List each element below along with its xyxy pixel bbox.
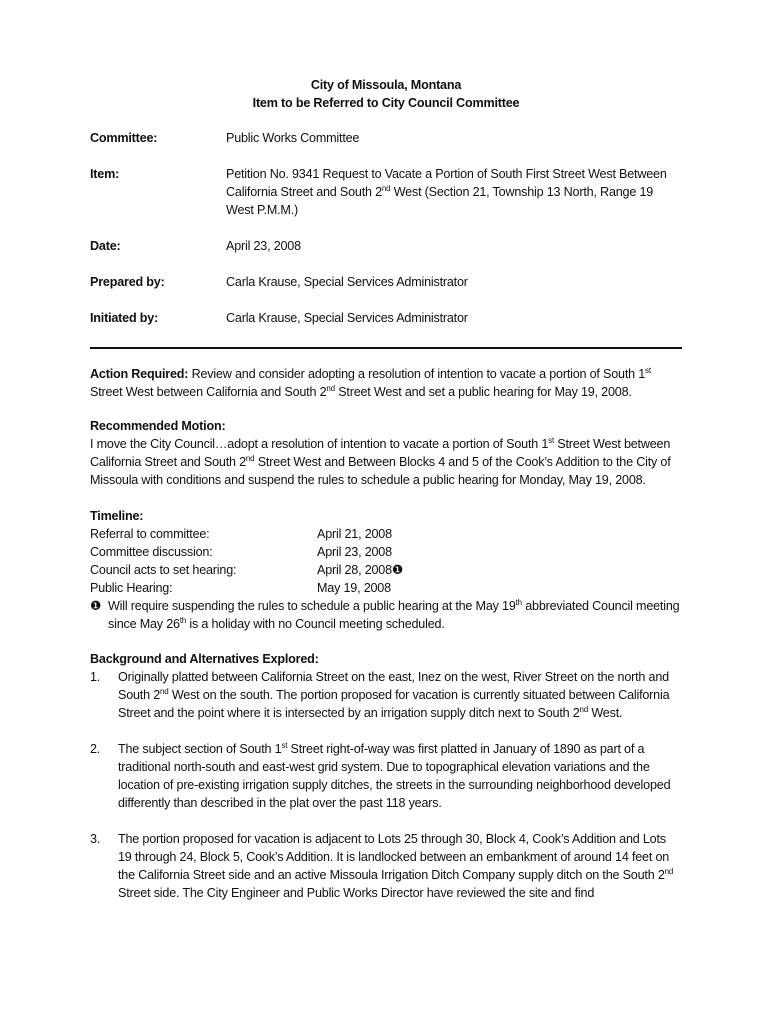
timeline-row: Council acts to set hearing: April 28, 2008❶ (90, 563, 404, 577)
note-marker-icon: ❶ (90, 599, 102, 613)
prepared-label: Prepared by: (90, 275, 165, 289)
background-label: Background and Alternatives Explored: (90, 652, 319, 666)
action-required: Action Required: Review and consider adopting a resolution of intention to vacate a portion of South 1st Street West between California and South 2nd Street West and set a public hearing for May 19, 2008. (90, 366, 651, 399)
committee-value: Public Works Committee (226, 131, 360, 145)
initiated-row (90, 309, 682, 327)
timeline-label: Timeline: (90, 509, 144, 523)
motion-label: Recommended Motion: (90, 419, 226, 433)
timeline-row: Public Hearing: May 19, 2008 (90, 581, 391, 595)
initiated-label: Initiated by: (90, 311, 159, 325)
prepared-value: Carla Krause, Special Services Administrator (226, 275, 468, 289)
date-label: Date: (90, 239, 121, 253)
prepared-row (90, 273, 682, 291)
list-item: 2. The subject section of South 1st Street right-of-way was first platted in January of 1890 as part of a traditional north-south and east-west grid system. Due to topographical elevation variations and the location of pre-existing irrigation supply ditches, the streets in the surrounding neighborhood developed differently than described in the plat over the past 118 years. (90, 741, 671, 810)
list-item: 1. Originally platted between California Street on the east, Inez on the west, River Street on the north and South 2nd West on the south. The portion proposed for vacation is currently situated between California Street and the point where it is intersected by an irrigation supply ditch next to South 2nd West. (90, 670, 670, 720)
document-page (90, 76, 682, 902)
document-heading (90, 76, 682, 112)
note-marker-icon: ❶ (391, 563, 404, 577)
heading-title: Item to be Referred to City Council Committee (252, 96, 520, 110)
heading-city: City of Missoula, Montana (310, 78, 462, 92)
date-value: April 23, 2008 (226, 239, 301, 253)
item-value: Petition No. 9341 Request to Vacate a Portion of South First Street West Between California Street and South 2nd West (Section 21, Township 13 North, Range 19 West P.M.M.) (226, 167, 667, 217)
action-label: Action Required: (90, 367, 189, 381)
committee-label: Committee: (90, 131, 158, 145)
date-row (90, 237, 682, 255)
timeline-note: ❶ Will require suspending the rules to schedule a public hearing at the May 19th abbreviated Council meeting since May 26th is a holiday with no Council meeting scheduled. (90, 598, 680, 631)
motion-text: I move the City Council…adopt a resolution of intention to vacate a portion of South 1st Street West between California Street and South 2nd Street West and Between Blocks 4 and 5 of the Cook’s Addition to the City of Missoula with conditions and suspend the rules to schedule a public hearing for Monday, May 19, 2008. (90, 436, 671, 487)
timeline-row: Committee discussion: April 23, 2008 (90, 545, 392, 559)
timeline-row: Referral to committee: April 21, 2008 (90, 527, 392, 541)
item-label: Item: (90, 167, 120, 181)
committee-row (90, 129, 682, 147)
list-item: 3. The portion proposed for vacation is adjacent to Lots 25 through 30, Block 4, Cook’s Addition and Lots 19 through 24, Block 5, Cook’s Addition. It is landlocked between an embankment of around 14 feet on the California Street side and an active Missoula Irrigation Ditch Company supply ditch on the South 2nd Street side. The City Engineer and Public Works Director have reviewed the site and find (90, 832, 674, 900)
initiated-value: Carla Krause, Special Services Administrator (226, 311, 468, 325)
item-row (90, 165, 682, 219)
